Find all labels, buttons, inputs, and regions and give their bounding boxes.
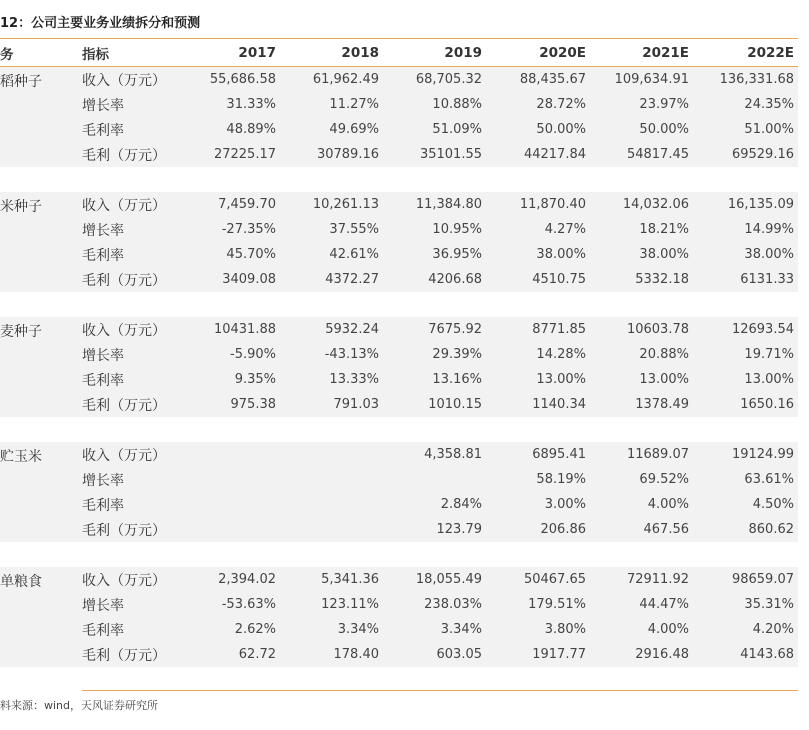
- indicator-label: 增长率: [82, 592, 180, 617]
- value-cell: -53.63%: [180, 592, 280, 617]
- header-year: 2017: [180, 39, 280, 67]
- value-cell: 206.86: [486, 517, 590, 542]
- table-row: [0, 317, 798, 342]
- value-cell: 37.55%: [280, 217, 383, 242]
- bottom-rule: [82, 690, 798, 691]
- value-cell: 51.09%: [383, 117, 486, 142]
- value-cell: 36.95%: [383, 242, 486, 267]
- value-cell: [280, 442, 383, 467]
- header-year: 2020E: [486, 39, 590, 67]
- value-cell: 28.72%: [486, 92, 590, 117]
- value-cell: 9.35%: [180, 367, 280, 392]
- indicator-label: 毛利（万元）: [82, 517, 180, 542]
- value-cell: [280, 467, 383, 492]
- indicator-label: 增长率: [82, 342, 180, 367]
- value-cell: 4,358.81: [383, 442, 486, 467]
- value-cell: 3409.08: [180, 267, 280, 292]
- value-cell: 1140.34: [486, 392, 590, 417]
- indicator-label: 毛利率: [82, 117, 180, 142]
- value-cell: 48.89%: [180, 117, 280, 142]
- spacer-cell: [0, 167, 798, 192]
- table-row: [0, 117, 798, 142]
- spacer-cell: [0, 417, 798, 442]
- value-cell: 44217.84: [486, 142, 590, 167]
- value-cell: 4.00%: [590, 617, 693, 642]
- value-cell: 6131.33: [693, 267, 798, 292]
- value-cell: 18.21%: [590, 217, 693, 242]
- value-cell: 5332.18: [590, 267, 693, 292]
- value-cell: 7,459.70: [180, 192, 280, 217]
- value-cell: [383, 467, 486, 492]
- value-cell: 3.80%: [486, 617, 590, 642]
- value-cell: 179.51%: [486, 592, 590, 617]
- value-cell: 4.50%: [693, 492, 798, 517]
- value-cell: 975.38: [180, 392, 280, 417]
- value-cell: 13.00%: [590, 367, 693, 392]
- value-cell: 4510.75: [486, 267, 590, 292]
- value-cell: 18,055.49: [383, 567, 486, 592]
- segment-spacer: [0, 167, 798, 192]
- table-body: [0, 67, 798, 668]
- value-cell: 4.27%: [486, 217, 590, 242]
- value-cell: 42.61%: [280, 242, 383, 267]
- indicator-label: 收入（万元）: [82, 317, 180, 342]
- value-cell: 2.84%: [383, 492, 486, 517]
- header-year: 2018: [280, 39, 383, 67]
- table-title: 12：公司主要业务业绩拆分和预测: [0, 16, 201, 31]
- value-cell: 10431.88: [180, 317, 280, 342]
- value-cell: [280, 517, 383, 542]
- header-year: 2021E: [590, 39, 693, 67]
- value-cell: 58.19%: [486, 467, 590, 492]
- source-note: 料来源：wind，天风证券研究所: [0, 699, 159, 712]
- value-cell: 19.71%: [693, 342, 798, 367]
- value-cell: 13.00%: [693, 367, 798, 392]
- value-cell: 63.61%: [693, 467, 798, 492]
- header-business: 务: [0, 39, 82, 67]
- table-row: [0, 442, 798, 467]
- value-cell: 10,261.13: [280, 192, 383, 217]
- indicator-label: 收入（万元）: [82, 567, 180, 592]
- value-cell: 238.03%: [383, 592, 486, 617]
- value-cell: 4.00%: [590, 492, 693, 517]
- indicator-label: 毛利（万元）: [82, 642, 180, 667]
- segment-name: 贮玉米: [0, 442, 82, 542]
- indicator-label: 增长率: [82, 467, 180, 492]
- table-row: [0, 617, 798, 642]
- indicator-label: 增长率: [82, 217, 180, 242]
- value-cell: 7675.92: [383, 317, 486, 342]
- table-row: [0, 642, 798, 667]
- table-row: [0, 267, 798, 292]
- value-cell: 23.97%: [590, 92, 693, 117]
- value-cell: 29.39%: [383, 342, 486, 367]
- value-cell: 14,032.06: [590, 192, 693, 217]
- table-row: [0, 67, 798, 93]
- value-cell: 50467.65: [486, 567, 590, 592]
- value-cell: 14.28%: [486, 342, 590, 367]
- value-cell: -27.35%: [180, 217, 280, 242]
- value-cell: 13.33%: [280, 367, 383, 392]
- value-cell: 50.00%: [486, 117, 590, 142]
- table-row: [0, 142, 798, 167]
- value-cell: 55,686.58: [180, 67, 280, 93]
- segment-name: 稻种子: [0, 67, 82, 168]
- value-cell: 2.62%: [180, 617, 280, 642]
- value-cell: 16,135.09: [693, 192, 798, 217]
- header-row: [0, 39, 798, 67]
- value-cell: 45.70%: [180, 242, 280, 267]
- table-row: [0, 342, 798, 367]
- table-row: [0, 592, 798, 617]
- value-cell: 61,962.49: [280, 67, 383, 93]
- indicator-label: 毛利（万元）: [82, 142, 180, 167]
- value-cell: 98659.07: [693, 567, 798, 592]
- value-cell: 467.56: [590, 517, 693, 542]
- value-cell: 31.33%: [180, 92, 280, 117]
- value-cell: 109,634.91: [590, 67, 693, 93]
- value-cell: 44.47%: [590, 592, 693, 617]
- table-row: [0, 567, 798, 592]
- value-cell: 13.00%: [486, 367, 590, 392]
- value-cell: 860.62: [693, 517, 798, 542]
- value-cell: [180, 442, 280, 467]
- segment-name: 麦种子: [0, 317, 82, 417]
- value-cell: [280, 492, 383, 517]
- value-cell: 49.69%: [280, 117, 383, 142]
- value-cell: 3.34%: [383, 617, 486, 642]
- table-row: [0, 492, 798, 517]
- value-cell: 27225.17: [180, 142, 280, 167]
- value-cell: 69.52%: [590, 467, 693, 492]
- segment-spacer: [0, 542, 798, 567]
- value-cell: 791.03: [280, 392, 383, 417]
- header-indicator: 指标: [82, 39, 180, 67]
- value-cell: 68,705.32: [383, 67, 486, 93]
- value-cell: 11.27%: [280, 92, 383, 117]
- table-row: [0, 517, 798, 542]
- header-year: 2022E: [693, 39, 798, 67]
- value-cell: 2916.48: [590, 642, 693, 667]
- value-cell: 3.00%: [486, 492, 590, 517]
- business-forecast-table: [0, 39, 798, 667]
- value-cell: 54817.45: [590, 142, 693, 167]
- value-cell: 4372.27: [280, 267, 383, 292]
- value-cell: 10.88%: [383, 92, 486, 117]
- value-cell: 24.35%: [693, 92, 798, 117]
- value-cell: 38.00%: [590, 242, 693, 267]
- value-cell: 1650.16: [693, 392, 798, 417]
- value-cell: 3.34%: [280, 617, 383, 642]
- indicator-label: 收入（万元）: [82, 442, 180, 467]
- table-row: [0, 192, 798, 217]
- indicator-label: 毛利率: [82, 492, 180, 517]
- value-cell: 20.88%: [590, 342, 693, 367]
- indicator-label: 毛利率: [82, 367, 180, 392]
- value-cell: [180, 467, 280, 492]
- spacer-cell: [0, 542, 798, 567]
- value-cell: 2,394.02: [180, 567, 280, 592]
- value-cell: 14.99%: [693, 217, 798, 242]
- table-row: [0, 392, 798, 417]
- value-cell: 6895.41: [486, 442, 590, 467]
- value-cell: 50.00%: [590, 117, 693, 142]
- value-cell: 72911.92: [590, 567, 693, 592]
- value-cell: 62.72: [180, 642, 280, 667]
- value-cell: 69529.16: [693, 142, 798, 167]
- value-cell: -43.13%: [280, 342, 383, 367]
- table-row: [0, 242, 798, 267]
- value-cell: 19124.99: [693, 442, 798, 467]
- value-cell: 1010.15: [383, 392, 486, 417]
- value-cell: 8771.85: [486, 317, 590, 342]
- value-cell: 4206.68: [383, 267, 486, 292]
- header-year: 2019: [383, 39, 486, 67]
- value-cell: 136,331.68: [693, 67, 798, 93]
- indicator-label: 毛利率: [82, 617, 180, 642]
- value-cell: 11689.07: [590, 442, 693, 467]
- value-cell: 35.31%: [693, 592, 798, 617]
- value-cell: 10.95%: [383, 217, 486, 242]
- value-cell: 11,870.40: [486, 192, 590, 217]
- value-cell: 38.00%: [693, 242, 798, 267]
- value-cell: [180, 492, 280, 517]
- value-cell: 178.40: [280, 642, 383, 667]
- value-cell: 12693.54: [693, 317, 798, 342]
- value-cell: 51.00%: [693, 117, 798, 142]
- table-row: [0, 217, 798, 242]
- value-cell: 1378.49: [590, 392, 693, 417]
- indicator-label: 毛利（万元）: [82, 267, 180, 292]
- segment-name: 米种子: [0, 192, 82, 292]
- value-cell: 123.79: [383, 517, 486, 542]
- value-cell: 5,341.36: [280, 567, 383, 592]
- value-cell: 88,435.67: [486, 67, 590, 93]
- value-cell: 5932.24: [280, 317, 383, 342]
- value-cell: 1917.77: [486, 642, 590, 667]
- indicator-label: 毛利率: [82, 242, 180, 267]
- indicator-label: 毛利（万元）: [82, 392, 180, 417]
- value-cell: 123.11%: [280, 592, 383, 617]
- segment-spacer: [0, 292, 798, 317]
- value-cell: 11,384.80: [383, 192, 486, 217]
- segment-spacer: [0, 417, 798, 442]
- table-row: [0, 467, 798, 492]
- table-row: [0, 367, 798, 392]
- segment-name: 单粮食: [0, 567, 82, 667]
- value-cell: 13.16%: [383, 367, 486, 392]
- value-cell: 30789.16: [280, 142, 383, 167]
- value-cell: 4.20%: [693, 617, 798, 642]
- indicator-label: 收入（万元）: [82, 67, 180, 93]
- value-cell: 10603.78: [590, 317, 693, 342]
- indicator-label: 收入（万元）: [82, 192, 180, 217]
- value-cell: -5.90%: [180, 342, 280, 367]
- value-cell: [180, 517, 280, 542]
- value-cell: 35101.55: [383, 142, 486, 167]
- value-cell: 603.05: [383, 642, 486, 667]
- value-cell: 4143.68: [693, 642, 798, 667]
- table-row: [0, 92, 798, 117]
- indicator-label: 增长率: [82, 92, 180, 117]
- value-cell: 38.00%: [486, 242, 590, 267]
- spacer-cell: [0, 292, 798, 317]
